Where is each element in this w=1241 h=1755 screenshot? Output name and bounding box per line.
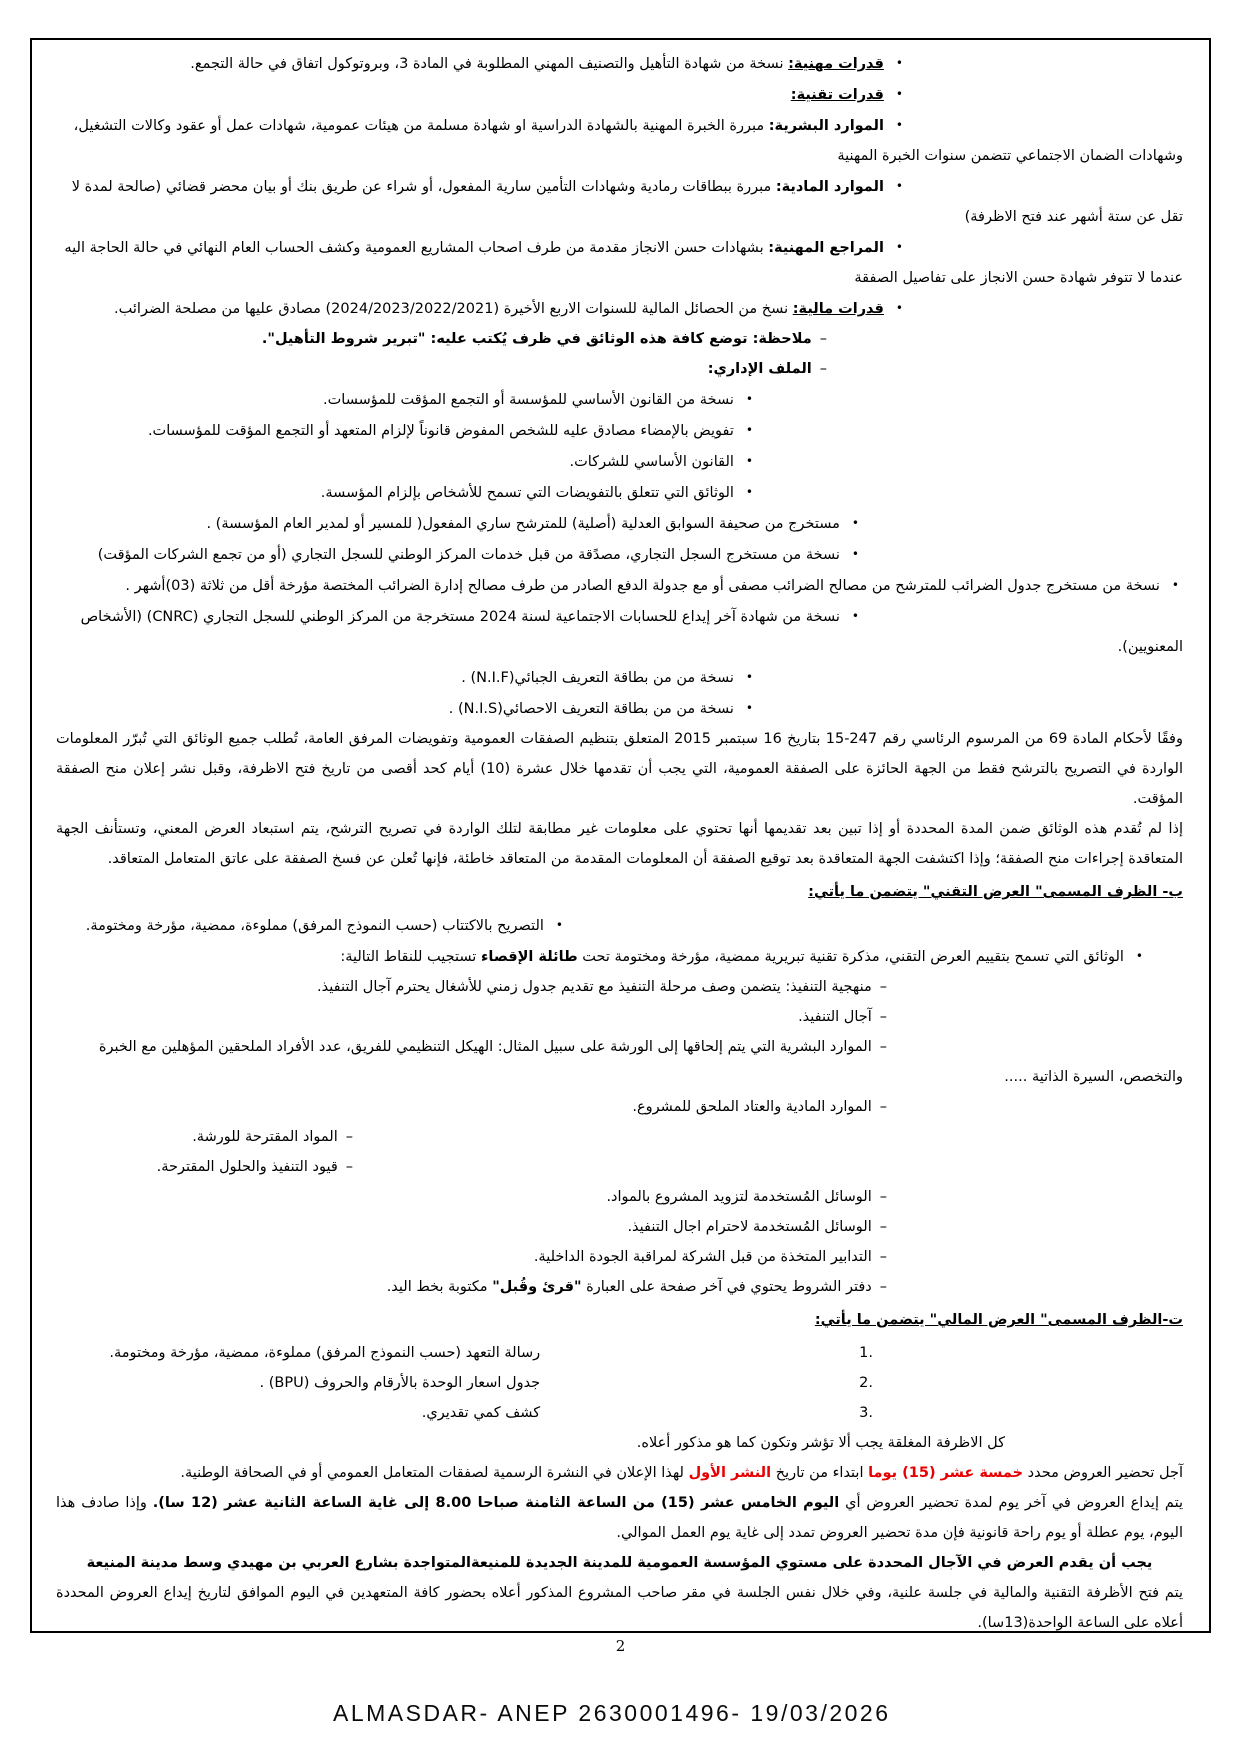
number-marker: 3. (859, 1405, 873, 1421)
bullet-marker: • (895, 301, 903, 315)
text-run: كل الاظرفة المغلقة يجب ألا تؤشر وتكون كما هو مذكور أعلاه. (636, 1435, 1005, 1451)
deposit-paragraph (46, 1488, 1193, 1548)
bullet-marker: • (851, 516, 859, 530)
bullet-marker: • (895, 240, 903, 254)
doc-line (46, 446, 1193, 477)
text-run: النشر الأول (688, 1465, 772, 1481)
doc-line (46, 601, 1193, 662)
footer-note: ALMASDAR- ANEP 2630001496- 19/03/2026 (333, 1700, 891, 1726)
submission-place (46, 1548, 1193, 1578)
text-run: اليوم الخامس عشر (15) من الساعة الثامنة صباحا 8.00 إلى غاية الساعة الثانية عشر (12 سا). (152, 1495, 840, 1511)
item-technical-capacities (46, 79, 1193, 110)
text-run: يتم إيداع العروض في آخر يوم لمدة تحضير العروض أي (839, 1495, 1183, 1511)
doc-line (46, 1242, 1193, 1272)
rejection-paragraph (46, 814, 1193, 874)
text-run: الوسائل المُستخدمة لتزويد المشروع بالمواد. (606, 1189, 872, 1205)
text-run: تفويض بالإمضاء مصادق عليه للشخص المفوض قانوناً لإلزام المتعهد أو التجمع المؤقت للمؤسسات. (147, 423, 734, 439)
item-material-resources (46, 171, 1193, 232)
bullet-marker: • (745, 392, 753, 406)
text-run: نسخة من شهادة التأهيل والتصنيف المهني المطلوبة في المادة 3، وبروتوكول اتفاق في حالة التجمع. (190, 56, 789, 72)
text-run: القانون الأساسي للشركات. (569, 454, 734, 470)
admin-file-heading (46, 354, 1193, 384)
doc-line (46, 1338, 1193, 1368)
text-run: قدرات تقنية: (790, 87, 884, 103)
sealed-envelopes-note (46, 1428, 1193, 1458)
bullet-marker: • (1171, 578, 1179, 592)
text-run: المواد المقترحة للورشة. (192, 1129, 338, 1145)
opening-session-paragraph (46, 1578, 1193, 1633)
text-run: نسخة من القانون الأساسي للمؤسسة أو التجمع المؤقت للمؤسسات. (323, 392, 734, 408)
doc-line (46, 693, 1193, 724)
doc-line (46, 1032, 1193, 1092)
item-financial-capacities (46, 293, 1193, 324)
text-run: نسخة من من بطاقة التعريف الجبائي(N.I.F) . (461, 670, 734, 686)
item-professional-capacities (46, 48, 1193, 79)
doc-line (46, 662, 1193, 693)
dash-marker: – (819, 331, 827, 347)
text-run: ملاحظة: توضع كافة هذه الوثائق في ظرف يُكتب عليه: "تبرير شروط التأهيل". (261, 331, 812, 347)
bullet-marker: • (745, 423, 753, 437)
bullet-marker: • (895, 56, 903, 70)
doc-line (46, 972, 1193, 1002)
text-run: الوثائق التي تسمح بتقييم العرض التقني، مذكرة تقنية تبريرية ممضية، مؤرخة ومختومة تحت (577, 949, 1124, 965)
text-run: نسخة من من بطاقة التعريف الاحصائي(N.I.S) . (448, 701, 734, 717)
text-run: مبررة الخبرة المهنية بالشهادة الدراسية او شهادة مسلمة من هيئات عمومية، شهادات عمل أو عقود وكالات التشغيل، وشهادات الضمان الاجتماعي تتضمن سنوات الخبرة المهنية (73, 118, 1183, 164)
document-content (46, 48, 1193, 1633)
bullet-marker: • (895, 87, 903, 101)
bullet-marker: • (1135, 949, 1143, 963)
page-border-frame (30, 38, 1211, 1633)
text-run: مبررة ببطاقات رمادية وشهادات التأمين سارية المفعول، أو شراء عن طريق بنك أو بيان محضر قضائي (صالحة لمدة لا تقل عن ستة أشهر عند فتح الاظرفة) (71, 179, 1183, 225)
text-run: وفقًا لأحكام المادة 69 من المرسوم الرئاسي رقم 247-15 بتاريخ 16 سبتمبر 2015 المتعلق بتنظيم الصفقات العمومية وتفويضات المرفق العامة، تُطلب جميع الوثائق التي تُبرّر المعلومات الواردة في التصريح بالترشح فقط من الجهة الحائزة على الصفقة العمومية، التي يجب أن تقدمها خلال عشرة (10) أيام كحد أقصى من تاريخ فتح الاظرفة، وقبل نشر إعلان منح الصفقة المؤقت. (56, 731, 1184, 807)
text-run: جدول اسعار الوحدة بالأرقام والحروف (BPU) . (259, 1375, 541, 1391)
text-run: لهذا الإعلان في النشرة الرسمية لصفقات المتعامل العمومي أو في الصحافة الوطنية. (180, 1465, 689, 1481)
text-run: آجل تحضير العروض محدد (1023, 1465, 1183, 1481)
text-run: طائلة الإقصاء (480, 949, 578, 965)
text-run: الملف الإداري: (707, 361, 812, 377)
note-envelope (46, 324, 1193, 354)
doc-line (46, 910, 1193, 941)
text-run: "قرئ وقُبل" (492, 1279, 582, 1295)
bullet-marker: • (555, 918, 563, 932)
text-run: الوسائل المُستخدمة لاحترام اجال التنفيذ. (627, 1219, 872, 1235)
text-run: يجب أن يقدم العرض في الآجال المحددة على مستوي المؤسسة العمومية للمدينة الجديدة للمنيعةالمتواجدة بشارع العربي بن مهيدي وسط مدينة المنيعة (86, 1555, 1153, 1571)
text-run: قدرات مالية: (792, 301, 884, 317)
dash-marker: – (345, 1129, 353, 1145)
dash-marker: – (879, 1219, 887, 1235)
text-run: المراجع المهنية: (768, 240, 884, 256)
doc-line (46, 1002, 1193, 1032)
text-run: نسخة من مستخرج جدول الضرائب للمترشح من مصالح الضرائب مصفى أو مع جدولة الدفع الصادر من طرف مصالح إدارة الضرائب المختصة مؤرخة أقل من ثلاثة (03)أشهر . (125, 578, 1160, 594)
text-run: قدرات مهنية: (788, 56, 884, 72)
text-run: الموارد المادية: (775, 179, 884, 195)
text-run: منهجية التنفيذ: يتضمن وصف مرحلة التنفيذ مع تقديم جدول زمني للأشغال يحترم آجال التنفيذ. (317, 979, 872, 995)
doc-line (46, 1182, 1193, 1212)
dash-marker: – (879, 1039, 887, 1055)
text-run: نسخ من الحصائل المالية للسنوات الاربع الأخيرة (2024/2023/2022/2021) مصادق عليها من مصلحة الضرائب. (114, 301, 793, 317)
text-run: إذا لم تُقدم هذه الوثائق ضمن المدة المحددة أو إذا تبين بعد تقديمها أنها تحتوي على معلومات غير مطابقة لتلك الواردة في تصريح الترشح، يتم استبعاد العرض المعني، وتستأنف الجهة المتعاقدة إجراءات منح الصفقة؛ وإذا اكتشفت الجهة المتعاقدة بعد توقيع الصفقة أن المعلومات المقدمة من المتعاقد خاطئة، فإنها تُعلن عن فسخ الصفقة على عاتق المتعامل المتعاقد. (56, 821, 1183, 867)
text-run: دفتر الشروط يحتوي في آخر صفحة على العبارة (581, 1279, 872, 1295)
preparation-deadline (46, 1458, 1193, 1488)
text-run: التدابير المتخذة من قبل الشركة لمراقبة الجودة الداخلية. (533, 1249, 872, 1265)
bullet-marker: • (745, 701, 753, 715)
text-run: مكتوبة بخط اليد. (386, 1279, 493, 1295)
text-run: رسالة التعهد (حسب النموذج المرفق) مملوءة، ممضية، مؤرخة ومختومة. (109, 1345, 541, 1361)
text-run: ب- الظرف المسمى" العرض التقني" يتضمن ما يأتي: (808, 884, 1183, 900)
dash-marker: – (879, 1279, 887, 1295)
bullet-marker: • (895, 179, 903, 193)
doc-line (46, 1122, 1193, 1152)
bullet-marker: • (851, 547, 859, 561)
financial-offer-heading (46, 1305, 1193, 1335)
doc-line (46, 1272, 1193, 1302)
text-run: مستخرج من صحيفة السوابق العدلية (أصلية) للمترشح ساري المفعول( للمسير أو لمدير العام المؤسسة) . (206, 516, 840, 532)
text-run: يتم فتح الأظرفة التقنية والمالية في جلسة علنية، وفي خلال نفس الجلسة في مقر صاحب المشروع المذكور أعلاه بحضور كافة المتعهدين في اليوم الموافق لتاريخ إيداع العروض المحددة أعلاه على الساعة الواحدة(13سا). (56, 1585, 1183, 1631)
text-run: وإذا صادف هذا اليوم، يوم عطلة أو يوم راحة قانونية فإن مدة تحضير العروض تمدد إلى غاية يوم العمل الموالي. (56, 1495, 1183, 1541)
bullet-marker: • (745, 670, 753, 684)
dash-marker: – (879, 1009, 887, 1025)
number-marker: 2. (859, 1375, 873, 1391)
text-run: قيود التنفيذ والحلول المقترحة. (156, 1159, 338, 1175)
doc-line (46, 415, 1193, 446)
doc-line (46, 477, 1193, 508)
doc-line (46, 384, 1193, 415)
dash-marker: – (819, 361, 827, 377)
bullet-marker: • (745, 454, 753, 468)
doc-line (46, 570, 1193, 601)
dash-marker: – (879, 1249, 887, 1265)
text-run: ابتداء من تاريخ (771, 1465, 869, 1481)
bullet-marker: • (895, 118, 903, 132)
text-run: ت-الظرف المسمى" العرض المالي" يتضمن ما يأتي: (814, 1312, 1183, 1328)
text-run: التصريح بالاكتتاب (حسب النموذج المرفق) مملوءة، ممضية، مؤرخة ومختومة. (85, 918, 544, 934)
bullet-marker: • (851, 609, 859, 623)
dash-marker: – (879, 979, 887, 995)
dash-marker: – (879, 1099, 887, 1115)
text-run: خمسة عشر (15) يوما (868, 1465, 1024, 1481)
doc-line (46, 1092, 1193, 1122)
doc-line (46, 941, 1193, 972)
text-run: الموارد البشرية التي يتم إلحاقها إلى الورشة على سبيل المثال: الهيكل التنظيمي للفريق، عدد الأفراد الملحقين المؤهلين مع الخبرة والتخصص، السيرة الذاتية ..... (98, 1039, 1183, 1085)
text-run: نسخة من شهادة آخر إيداع للحسابات الاجتماعية لسنة 2024 مستخرجة من المركز الوطني للسجل التجاري (CNRC) (الأشخاص المعنويين). (80, 609, 1183, 655)
item-professional-references (46, 232, 1193, 293)
doc-line (46, 1212, 1193, 1242)
item-human-resources (46, 110, 1193, 171)
doc-line (46, 1398, 1193, 1428)
page-number: 2 (615, 1637, 626, 1655)
text-run: بشهادات حسن الانجاز مقدمة من طرف اصحاب المشاريع العمومية وكشف الحساب العام النهائي في حالة الحاجة اليه عندما لا تتوفر شهادة حسن الانجاز على تفاصيل الصفقة (64, 240, 1183, 286)
text-run: الموارد المادية والعتاد الملحق للمشروع. (632, 1099, 872, 1115)
text-run: نسخة من مستخرج السجل التجاري، مصدًقة من قبل خدمات المركز الوطني للسجل التجاري (أو من تجمع الشركات المؤقت) (97, 547, 840, 563)
dash-marker: – (879, 1189, 887, 1205)
dash-marker: – (345, 1159, 353, 1175)
doc-line (46, 508, 1193, 539)
number-marker: 1. (859, 1345, 873, 1361)
technical-offer-heading (46, 877, 1193, 907)
doc-line (46, 539, 1193, 570)
text-run: كشف كمي تقديري. (421, 1405, 541, 1421)
doc-line (46, 1152, 1193, 1182)
text-run: آجال التنفيذ. (798, 1009, 872, 1025)
text-run: تستجيب للنقاط التالية: (340, 949, 481, 965)
bullet-marker: • (745, 485, 753, 499)
decree-paragraph (46, 724, 1193, 814)
text-run: الوثائق التي تتعلق بالتفويضات التي تسمح للأشخاص بإلزام المؤسسة. (320, 485, 734, 501)
text-run: الموارد البشرية: (768, 118, 884, 134)
doc-line (46, 1368, 1193, 1398)
